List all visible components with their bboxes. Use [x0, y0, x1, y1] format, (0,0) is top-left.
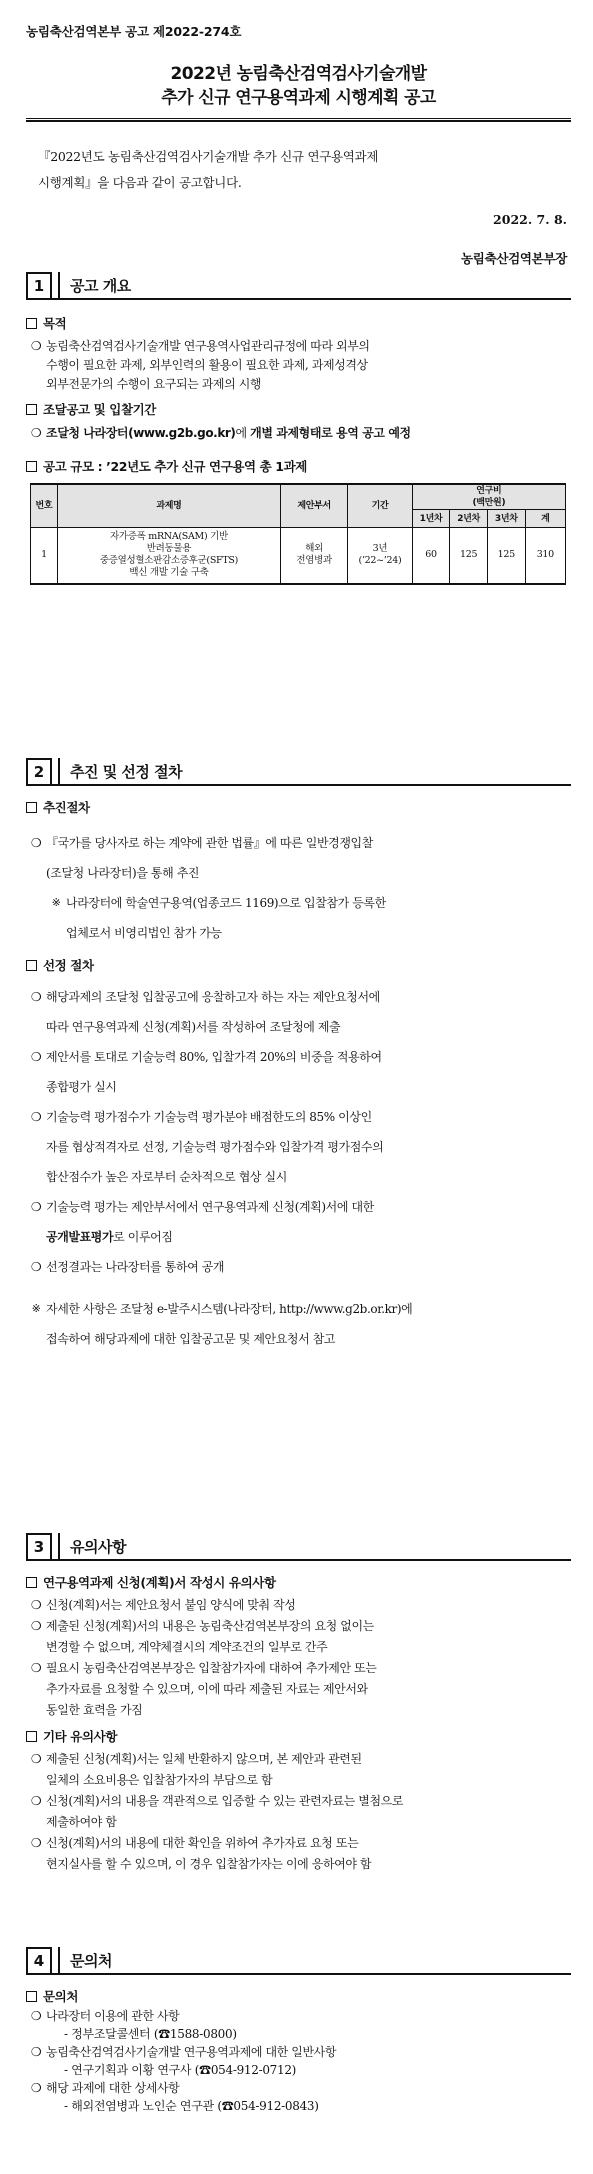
circle-bullet-icon: ❍ — [30, 1619, 42, 1633]
contact-heading: 문의처 — [26, 1987, 571, 2005]
circle-bullet-icon: ❍ — [30, 836, 42, 850]
other-notes-list — [26, 1749, 571, 1875]
checkbox-square-icon — [26, 404, 37, 415]
contact-detail: - 연구기획과 이황 연구사 (☎054-912-0712) — [64, 2063, 297, 2077]
list-item: ❍ 신청(계획)서의 내용을 객관적으로 입증할 수 있는 관련자료는 별첨으로 제출하여야 함 — [26, 1791, 571, 1833]
intro-paragraph — [26, 144, 571, 196]
list-item: ❍ 신청(계획)서의 내용에 대한 확인을 위하여 추가자료 요청 또는 현지실사를 할 수 있으며, 이 경우 입찰참가자는 이에 응하여야 함 — [26, 1833, 571, 1875]
section-3-header — [26, 1533, 571, 1561]
list-item: ❍ 필요시 농림축산검역본부장은 입찰참가자에 대하여 추가제안 또는 추가자료를 요청할 수 있으며, 이에 따라 제출된 자료는 제안서와 동일한 효력을 가짐 — [26, 1658, 571, 1721]
section-title: 문의처 — [58, 1947, 571, 1973]
reference-mark-icon: ※ — [51, 896, 61, 909]
col-header-number: 번호 — [31, 484, 58, 528]
cell-total: 310 — [525, 528, 565, 584]
checkbox-square-icon — [26, 960, 37, 971]
cell-year2: 125 — [450, 528, 488, 584]
circle-bullet-icon: ❍ — [30, 990, 42, 1004]
procedure-note: ※ 나라장터에 학술연구용역(업종코드 1169)으로 입찰참가 등록한 업체로서 비영리법인 참가 가능 — [46, 888, 571, 948]
circle-bullet-icon: ❍ — [30, 2081, 42, 2095]
writing-notes-heading: 연구용역과제 신청(계획)서 작성시 유의사항 — [26, 1573, 571, 1591]
list-item: ❍ 제출된 신청(계획)서는 일체 반환하지 않으며, 본 제안과 관련된 일체의 소요비용은 입찰참가자의 부담으로 함 — [26, 1749, 571, 1791]
col-header-total: 계 — [525, 510, 565, 528]
writing-notes-list — [26, 1595, 571, 1721]
col-header-year2: 2년차 — [450, 510, 488, 528]
intro-line-1: 『2022년도 농림축산검역검사기술개발 추가 신규 연구용역과제 — [38, 149, 379, 164]
list-item: ❍ 제안서를 토대로 기술능력 80%, 입찰가격 20%의 비중을 적용하여 종합평가 실시 — [26, 1042, 571, 1102]
col-header-year3: 3년차 — [487, 510, 525, 528]
contact-list — [26, 2007, 571, 2115]
final-note: ※ 자세한 사항은 조달청 e-발주시스템(나라장터, http://www.g2b.or.kr)에 접속하여 해당과제에 대한 입찰공고문 및 제안요청서 참고 — [26, 1294, 571, 1354]
circle-bullet-icon: ❍ — [30, 1110, 42, 1124]
contact-detail: - 해외전염병과 노인순 연구관 (☎054-912-0843) — [64, 2099, 319, 2113]
issuer-name: 농림축산검역본부장 — [461, 251, 567, 266]
list-item: ❍ 제출된 신청(계획)서의 내용은 농림축산검역본부장의 요청 없이는 변경할 수 없으며, 계약체결시의 계약조건의 일부로 간주 — [26, 1616, 571, 1658]
contact-detail: - 정부조달콜센터 (☎1588-0800) — [64, 2027, 237, 2041]
section-number: 2 — [26, 758, 52, 784]
section-title: 추진 및 선정 절차 — [58, 758, 571, 784]
checkbox-square-icon — [26, 1991, 37, 2002]
col-header-period: 기간 — [348, 484, 413, 528]
section-2 — [26, 758, 571, 1354]
section-title: 유의사항 — [58, 1533, 571, 1559]
list-item: ❍ 농림축산검역검사기술개발 연구용역과제에 대한 일반사항 — [26, 2043, 571, 2061]
checkbox-square-icon — [26, 461, 37, 472]
cell-project-name: 자가증폭 mRNA(SAM) 기반 반려동물용 중증열성혈소판감소증후군(SFTS) 백신 개발 기술 구축 — [57, 528, 280, 584]
circle-bullet-icon: ❍ — [30, 1836, 42, 1850]
bid-item: ❍ 조달청 나라장터(www.g2b.go.kr)에 개별 과제형태로 용역 공고 예정 — [26, 424, 571, 443]
procedure-item: ❍ 『국가를 당사자로 하는 계약에 관한 법률』에 따른 일반경쟁입찰 (조달청 나라장터)을 통해 추진 — [26, 828, 571, 888]
checkbox-square-icon — [26, 802, 37, 813]
col-header-budget: 연구비 (백만원) — [412, 484, 565, 510]
list-item: ❍ 나라장터 이용에 관한 사항 — [26, 2007, 571, 2025]
selection-heading: 선정 절차 — [26, 956, 571, 974]
list-item: ❍ 해당과제의 조달청 입찰공고에 응찰하고자 하는 자는 제안요청서에 따라 연구용역과제 신청(계획)서를 작성하여 조달청에 제출 — [26, 982, 571, 1042]
col-header-department: 제안부서 — [281, 484, 348, 528]
circle-bullet-icon: ❍ — [30, 1050, 42, 1064]
section-4-header — [26, 1947, 571, 1975]
procedure-heading: 추진절차 — [26, 798, 571, 816]
section-3 — [26, 1533, 571, 1875]
document-title — [26, 62, 571, 110]
section-1 — [26, 272, 571, 585]
title-line-1: 2022년 농림축산검역검사기술개발 — [170, 64, 427, 84]
section-2-header — [26, 758, 571, 786]
list-item: ❍ 신청(계획)서는 제안요청서 붙임 양식에 맞춰 작성 — [26, 1595, 571, 1616]
list-item: ❍ 선정결과는 나라장터를 통하여 공개 — [26, 1252, 571, 1282]
col-header-year1: 1년차 — [412, 510, 450, 528]
purpose-heading: 목적 — [26, 314, 571, 332]
circle-bullet-icon: ❍ — [30, 2045, 42, 2059]
circle-bullet-icon: ❍ — [30, 1794, 42, 1808]
section-number: 3 — [26, 1533, 52, 1559]
selection-list — [26, 982, 571, 1282]
reference-mark-icon: ※ — [31, 1302, 41, 1315]
title-line-2: 추가 신규 연구용역과제 시행계획 공고 — [161, 88, 436, 108]
list-item: ❍ 해당 과제에 대한 상세사항 — [26, 2079, 571, 2097]
circle-bullet-icon: ❍ — [30, 339, 42, 353]
checkbox-square-icon — [26, 318, 37, 329]
section-number: 4 — [26, 1947, 52, 1973]
cell-year3: 125 — [487, 528, 525, 584]
notice-date: 2022. 7. 8. — [493, 212, 567, 227]
circle-bullet-icon: ❍ — [30, 1598, 42, 1612]
table-row — [31, 528, 566, 584]
circle-bullet-icon: ❍ — [30, 2009, 42, 2023]
checkbox-square-icon — [26, 1731, 37, 1742]
circle-bullet-icon: ❍ — [30, 1661, 42, 1675]
cell-year1: 60 — [412, 528, 450, 584]
section-1-header — [26, 272, 571, 300]
cell-department: 해외 전염병과 — [281, 528, 348, 584]
cell-period: 3년 (’22~’24) — [348, 528, 413, 584]
cell-number: 1 — [31, 528, 58, 584]
bid-heading: 조달공고 및 입찰기간 — [26, 400, 571, 418]
purpose-item: ❍ 농림축산검역검사기술개발 연구용역사업관리규정에 따라 외부의 수행이 필요한 과제, 외부인력의 활용이 필요한 과제, 과제성격상 외부전문가의 수행이 요구되는 과제의 시행 — [26, 337, 571, 394]
notice-number: 농림축산검역본부 공고 제2022-274호 — [26, 24, 242, 39]
list-item: ❍ 기술능력 평가점수가 기술능력 평가분야 배점한도의 85% 이상인 자를 협상적격자로 선정, 기술능력 평가점수와 입찰가격 평가점수의 합산점수가 높은 자로부터 순차적으로 협상 실시 — [26, 1102, 571, 1192]
section-title: 공고 개요 — [58, 272, 571, 298]
project-budget-table — [30, 483, 566, 585]
section-4 — [26, 1947, 571, 2115]
col-header-project-name: 과제명 — [57, 484, 280, 528]
title-divider — [26, 118, 571, 122]
checkbox-square-icon — [26, 1577, 37, 1588]
circle-bullet-icon: ❍ — [30, 1200, 42, 1214]
circle-bullet-icon: ❍ — [30, 1752, 42, 1766]
other-notes-heading: 기타 유의사항 — [26, 1727, 571, 1745]
circle-bullet-icon: ❍ — [30, 426, 42, 440]
scale-heading: 공고 규모 : ’22년도 추가 신규 연구용역 총 1과제 — [26, 457, 571, 475]
section-number: 1 — [26, 272, 52, 298]
list-item: ❍ 기술능력 평가는 제안부서에서 연구용역과제 신청(계획)서에 대한 공개발표평가로 이루어짐 — [26, 1192, 571, 1252]
intro-line-2: 시행계획』을 다음과 같이 공고합니다. — [38, 175, 242, 190]
circle-bullet-icon: ❍ — [30, 1260, 42, 1274]
